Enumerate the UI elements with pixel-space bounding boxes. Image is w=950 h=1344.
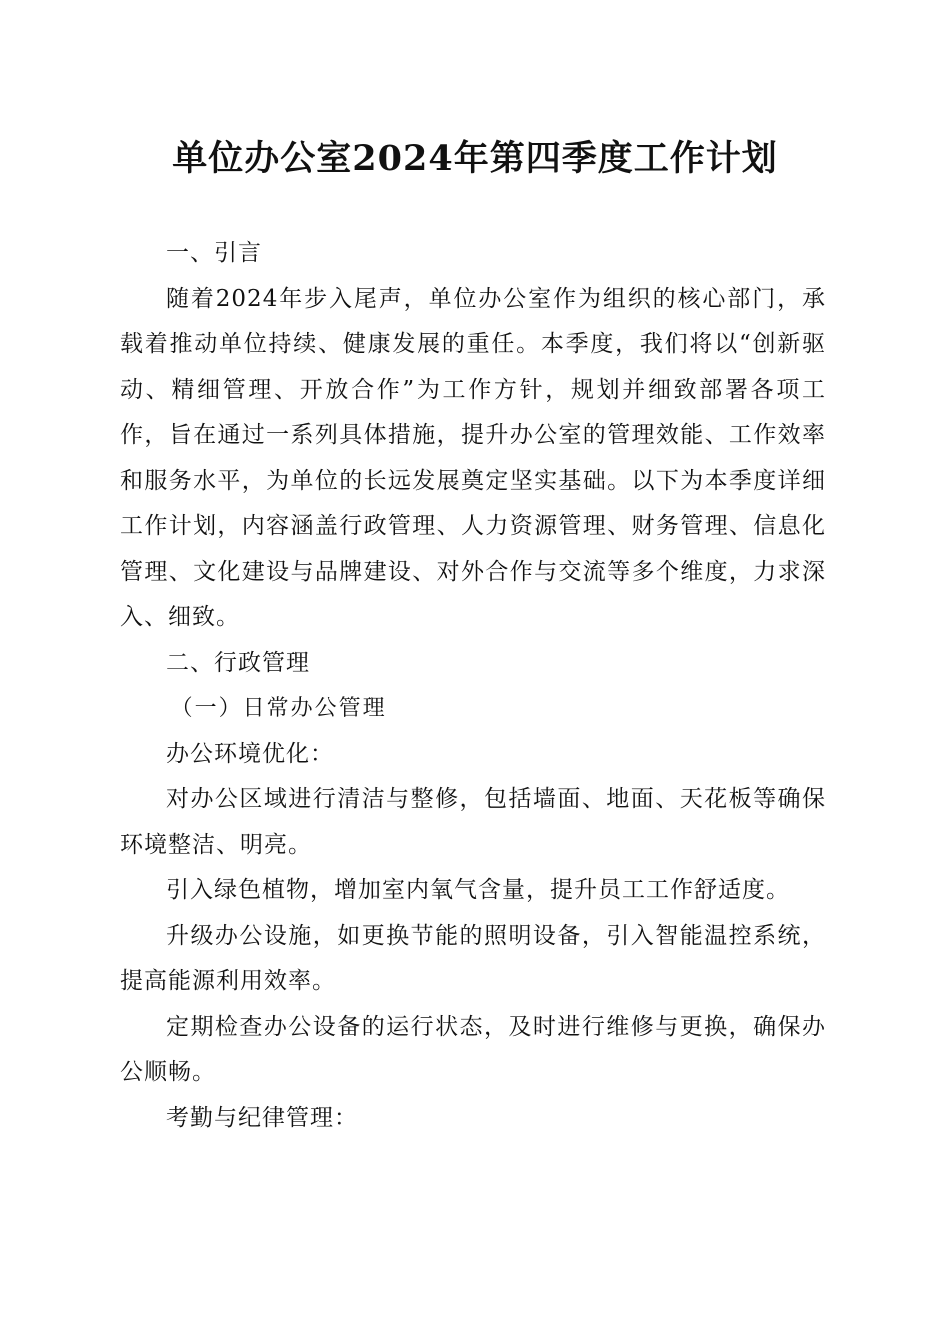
document-title: 单位办公室2024年第四季度工作计划	[172, 138, 778, 179]
attendance-label: 考勤与纪律管理：	[166, 1104, 358, 1131]
office-environment-label: 办公环境优化：	[166, 740, 334, 767]
subsection-heading-daily-office: （一）日常办公管理	[170, 696, 387, 721]
section-heading-administration: 二、行政管理	[166, 649, 310, 676]
list-item: 引入绿色植物，增加室内氧气含量，提升员工工作舒适度。	[166, 877, 790, 903]
section-heading-introduction: 一、引言	[166, 240, 262, 266]
list-item: 定期检查办公设备的运行状态，及时进行维修与更换，确保办公顺畅。	[120, 1013, 826, 1085]
document-body	[120, 231, 826, 1141]
introduction-paragraph: 随着2024年步入尾声，单位办公室作为组织的核心部门，承载着推动单位持续、健康发展的重任。本季度，我们将以“创新驱动、精细管理、开放合作”为工作方针，规划并细致部署各项工作，旨在通过一系列具体措施，提升办公室的管理效能、工作效率和服务水平，为单位的长远发展奠定坚实基础。以下为本季度详细工作计划，内容涵盖行政管理、人力资源管理、财务管理、信息化管理、文化建设与品牌建设、对外合作与交流等多个维度，力求深入、细致。	[120, 285, 826, 630]
list-item: 升级办公设施，如更换节能的照明设备，引入智能温控系统，提高能源利用效率。	[120, 922, 826, 994]
list-item: 对办公区域进行清洁与整修，包括墙面、地面、天花板等确保环境整洁、明亮。	[120, 786, 826, 858]
